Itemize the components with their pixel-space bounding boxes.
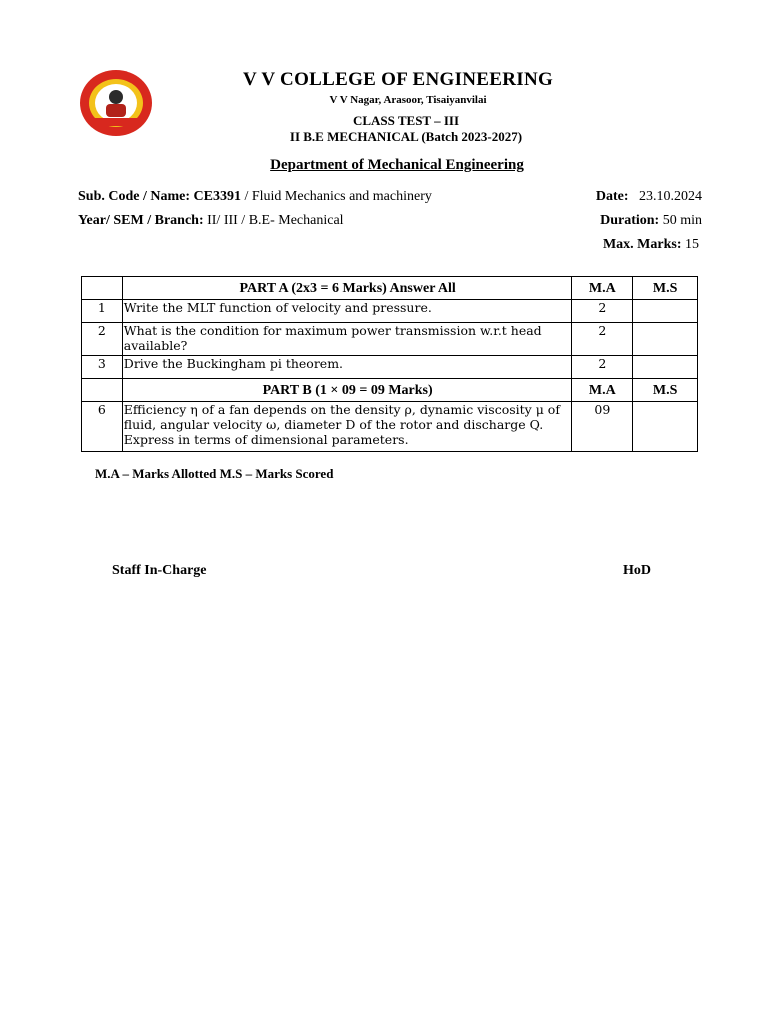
- question-number: 2: [82, 323, 123, 356]
- part-b-header-row: [82, 379, 698, 402]
- table-row: [82, 402, 698, 452]
- ma-header: M.A: [572, 379, 633, 402]
- test-title: CLASS TEST – III: [352, 113, 460, 128]
- duration-line: [600, 213, 702, 229]
- year-value: II/ III / B.E- Mechanical: [203, 213, 344, 228]
- question-number: 3: [82, 356, 123, 379]
- marks-allotted: 2: [572, 300, 633, 323]
- table-row: [82, 356, 698, 379]
- table-row: [82, 323, 698, 356]
- header-blank: [82, 277, 123, 300]
- college-name: V V COLLEGE OF ENGINEERING: [242, 69, 554, 90]
- date-label: Date:: [595, 189, 629, 204]
- department-title: Department of Mechanical Engineering: [270, 157, 524, 173]
- staff-signature-label: Staff In-Charge: [112, 563, 207, 578]
- hod-signature-label: HoD: [623, 563, 651, 578]
- max-marks-line: [603, 237, 699, 253]
- subject-label: Sub. Code / Name:: [78, 189, 191, 204]
- question-number: 6: [82, 402, 123, 452]
- marks-scored: [633, 323, 698, 356]
- ms-header: M.S: [633, 277, 698, 300]
- year-label: Year/ SEM / Branch:: [78, 213, 204, 228]
- question-text: Efficiency η of a fan depends on the density ρ, dynamic viscosity μ of fluid, angular velocity ω, diameter D of the rotor and discharge Q. Express in terms of dimensional parameters.: [122, 402, 572, 452]
- ma-header: M.A: [572, 277, 633, 300]
- marks-scored: [633, 300, 698, 323]
- ms-header: M.S: [633, 379, 698, 402]
- question-text: Drive the Buckingham pi theorem.: [122, 356, 572, 379]
- duration-label: Duration:: [600, 213, 660, 228]
- marks-allotted: 2: [572, 323, 633, 356]
- table-row: [82, 300, 698, 323]
- duration-value: 50 min: [659, 213, 702, 228]
- marks-allotted: 2: [572, 356, 633, 379]
- college-address: V V Nagar, Arasoor, Tisaiyanvilai: [329, 94, 487, 106]
- date-line: [596, 189, 702, 205]
- batch-line: II B.E MECHANICAL (Batch 2023-2027): [289, 129, 523, 144]
- max-marks-value: 15: [681, 237, 699, 252]
- marks-scored: [633, 402, 698, 452]
- part-a-header-row: [82, 277, 698, 300]
- question-text: What is the condition for maximum power transmission w.r.t head available?: [122, 323, 572, 356]
- question-text: Write the MLT function of velocity and pressure.: [122, 300, 572, 323]
- part-b-header: PART B (1 × 09 = 09 Marks): [122, 379, 572, 402]
- subject-line: [78, 189, 432, 205]
- marks-allotted: 09: [572, 402, 633, 452]
- header-blank: [82, 379, 123, 402]
- year-line: [78, 213, 344, 229]
- question-table: [81, 276, 698, 452]
- question-number: 1: [82, 300, 123, 323]
- marks-scored: [633, 356, 698, 379]
- marks-legend: M.A – Marks Allotted M.S – Marks Scored: [95, 466, 334, 481]
- part-a-header: PART A (2x3 = 6 Marks) Answer All: [122, 277, 572, 300]
- date-value: 23.10.2024: [639, 189, 702, 204]
- subject-code: CE3391: [193, 189, 241, 204]
- max-marks-label: Max. Marks:: [602, 237, 682, 252]
- subject-name: / Fluid Mechanics and machinery: [240, 189, 432, 204]
